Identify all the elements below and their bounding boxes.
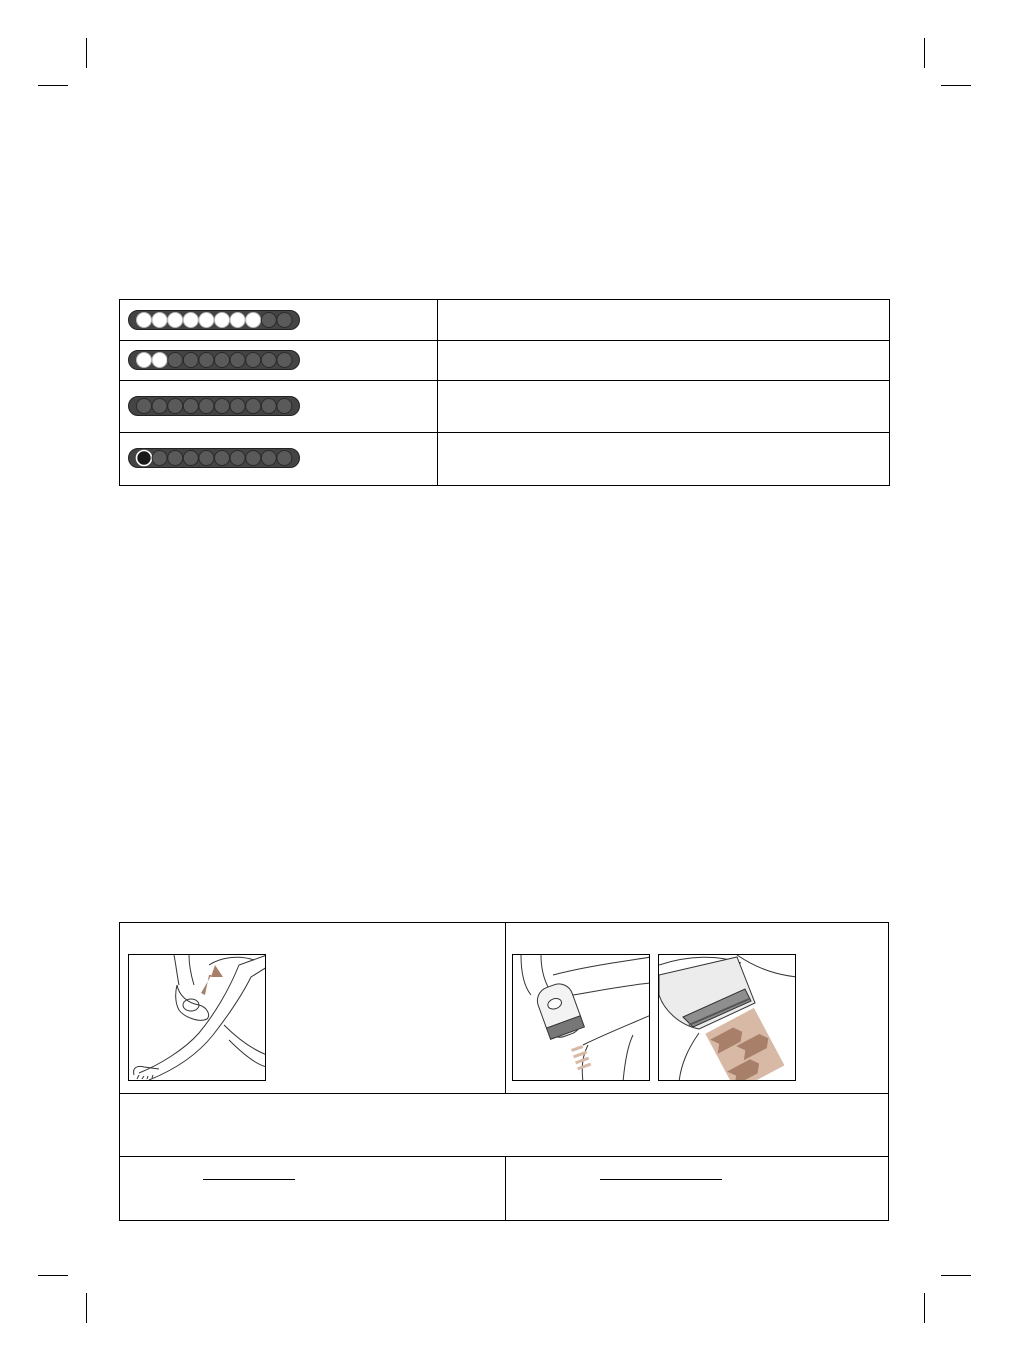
reference-underline	[203, 1179, 295, 1180]
led-dot	[152, 313, 167, 328]
led-dot	[261, 451, 276, 466]
led-dot	[246, 353, 261, 368]
reference-underline	[600, 1179, 722, 1180]
application-table	[119, 922, 889, 1221]
led-dot	[199, 353, 214, 368]
crop-mark	[941, 1275, 971, 1276]
led-dot	[215, 451, 230, 466]
led-dot	[230, 451, 245, 466]
led-indicator-bar	[128, 448, 300, 468]
led-dot	[183, 353, 198, 368]
led-dot	[277, 399, 292, 414]
flash-pattern-illustration	[658, 954, 796, 1081]
crop-mark	[86, 1293, 87, 1323]
led-dot	[168, 313, 183, 328]
led-dot	[137, 353, 152, 368]
led-indicator-bar	[128, 396, 300, 416]
led-dot	[199, 399, 214, 414]
led-dot	[183, 313, 198, 328]
led-dot	[277, 353, 292, 368]
led-dot	[168, 451, 183, 466]
table-divider	[120, 1156, 888, 1157]
table-row	[120, 381, 889, 433]
led-dot	[137, 399, 152, 414]
leg-device-illustration	[512, 954, 650, 1081]
led-dot	[199, 451, 214, 466]
led-dot	[183, 451, 198, 466]
crop-mark	[86, 38, 87, 68]
led-dot	[215, 399, 230, 414]
led-dot	[137, 451, 152, 466]
flash-arrows-icon	[659, 955, 796, 1081]
table-divider	[505, 923, 506, 1094]
led-dot	[152, 451, 167, 466]
led-dot	[277, 451, 292, 466]
crop-mark	[38, 85, 68, 86]
leg-stroke-illustration	[128, 954, 266, 1081]
led-dot	[246, 313, 261, 328]
led-dot	[215, 353, 230, 368]
table-divider	[505, 1156, 506, 1220]
led-dot	[183, 399, 198, 414]
led-dot	[215, 313, 230, 328]
table-row	[120, 300, 889, 341]
led-dot	[152, 399, 167, 414]
led-indicator-bar	[128, 350, 300, 370]
crop-mark	[924, 38, 925, 68]
led-dot	[230, 353, 245, 368]
led-dot	[168, 399, 183, 414]
crop-mark	[38, 1275, 68, 1276]
led-dot	[152, 353, 167, 368]
table-row	[120, 433, 889, 485]
table-row	[120, 341, 889, 381]
led-dot	[261, 353, 276, 368]
led-dot	[168, 353, 183, 368]
led-dot	[261, 399, 276, 414]
table-divider	[120, 1093, 888, 1094]
device-on-leg-icon	[513, 955, 650, 1081]
leg-arrow-icon	[129, 955, 266, 1081]
led-dot	[230, 313, 245, 328]
led-dot	[246, 399, 261, 414]
led-dot	[246, 451, 261, 466]
led-status-table	[119, 299, 890, 486]
led-dot	[199, 313, 214, 328]
led-indicator-bar	[128, 310, 300, 330]
led-dot	[137, 313, 152, 328]
led-dot	[277, 313, 292, 328]
crop-mark	[941, 85, 971, 86]
crop-mark	[924, 1293, 925, 1323]
led-dot	[261, 313, 276, 328]
led-dot	[230, 399, 245, 414]
